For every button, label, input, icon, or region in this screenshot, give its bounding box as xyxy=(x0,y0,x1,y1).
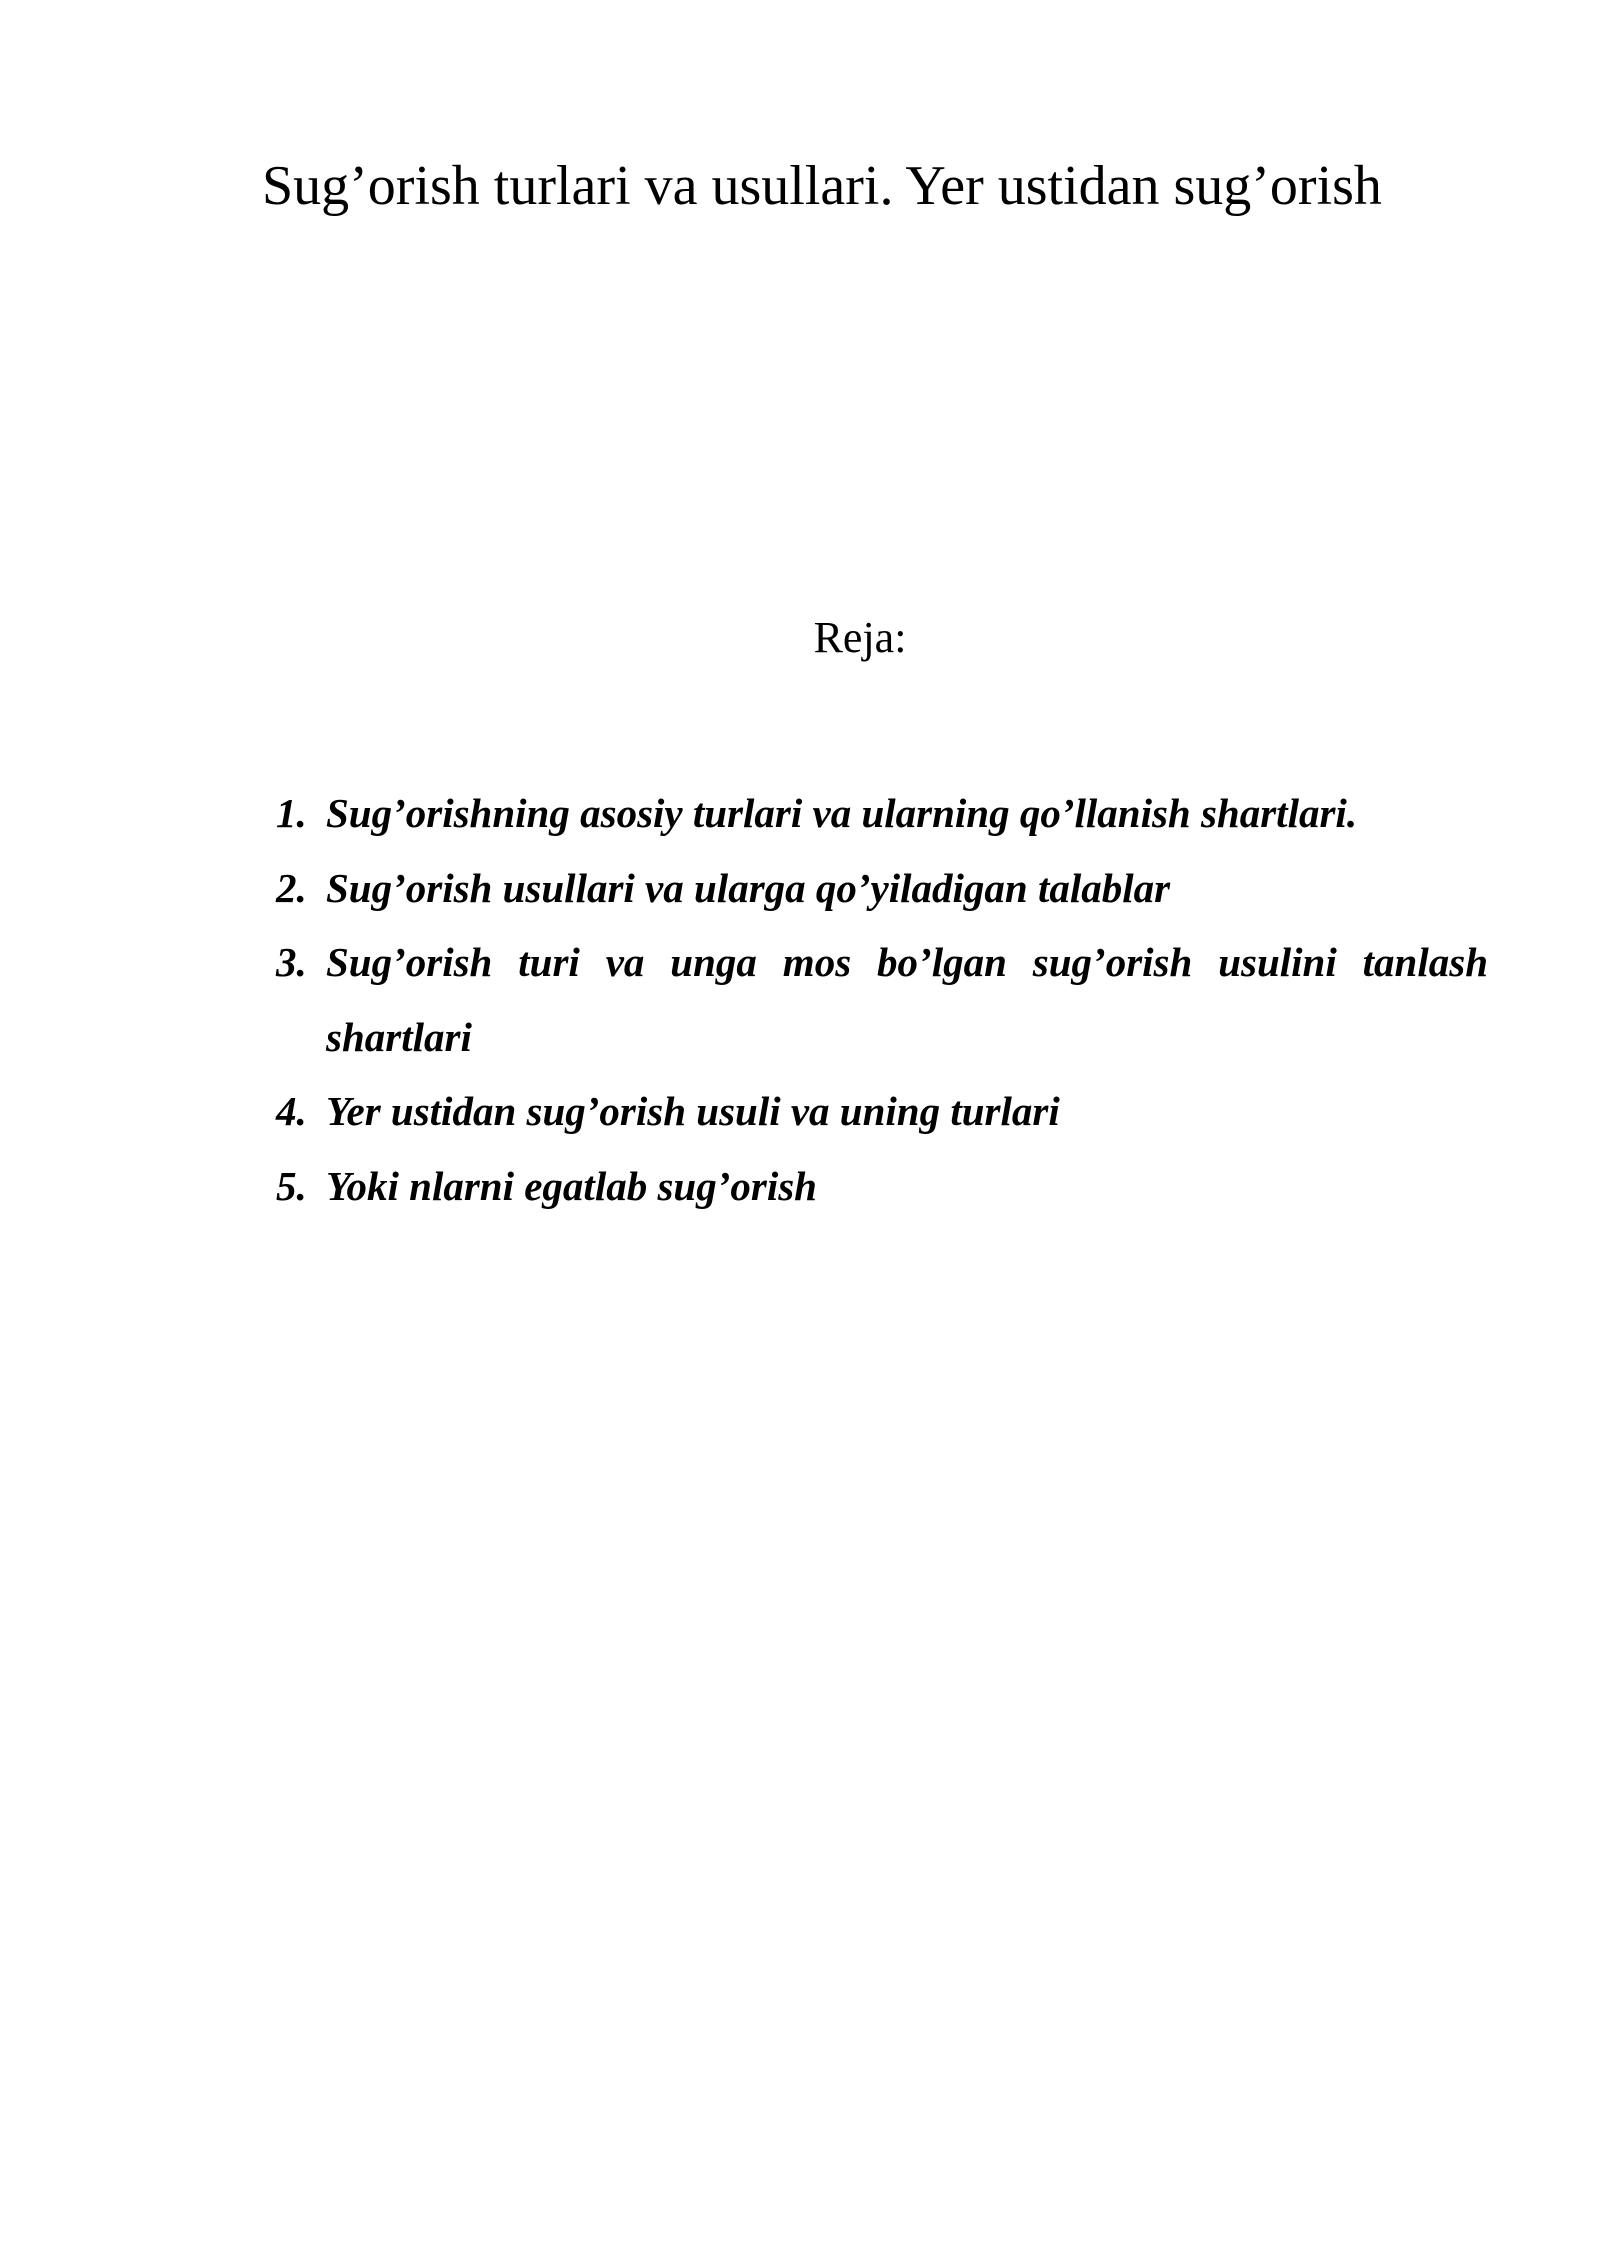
plan-item-text: Sug’orishning asosiy turlari va ularning qo’llanish shartlari. xyxy=(326,790,1358,836)
plan-list xyxy=(270,776,1488,1223)
plan-item-number: 4. xyxy=(276,1088,307,1134)
plan-item-number: 5. xyxy=(276,1162,307,1209)
plan-item-text: Yer ustidan sug’orish usuli va uning turlari xyxy=(326,1088,1060,1134)
plan-item-number: 3. xyxy=(276,939,307,985)
plan-item-2 xyxy=(270,851,1488,926)
plan-item-text: Yoki nlarni egatlab sug’orish xyxy=(326,1162,817,1209)
plan-item-3 xyxy=(270,925,1488,1074)
document-title: Sug’orish turlari va usullari. Yer ustidan sug’orish xyxy=(262,155,1382,217)
plan-item-number: 2. xyxy=(276,864,307,911)
plan-item-text: Sug’orish turi va unga mos bo’lgan sug’orish usulini tanlash shartlari xyxy=(326,939,1488,1060)
plan-item-text: Sug’orish usullari va ularga qo’yiladigan talablar xyxy=(326,864,1171,911)
plan-item-number: 1. xyxy=(276,790,307,836)
plan-item-4 xyxy=(270,1074,1488,1149)
plan-item-1 xyxy=(270,776,1488,851)
plan-item-5 xyxy=(270,1149,1488,1224)
plan-heading: Reja: xyxy=(813,613,907,662)
